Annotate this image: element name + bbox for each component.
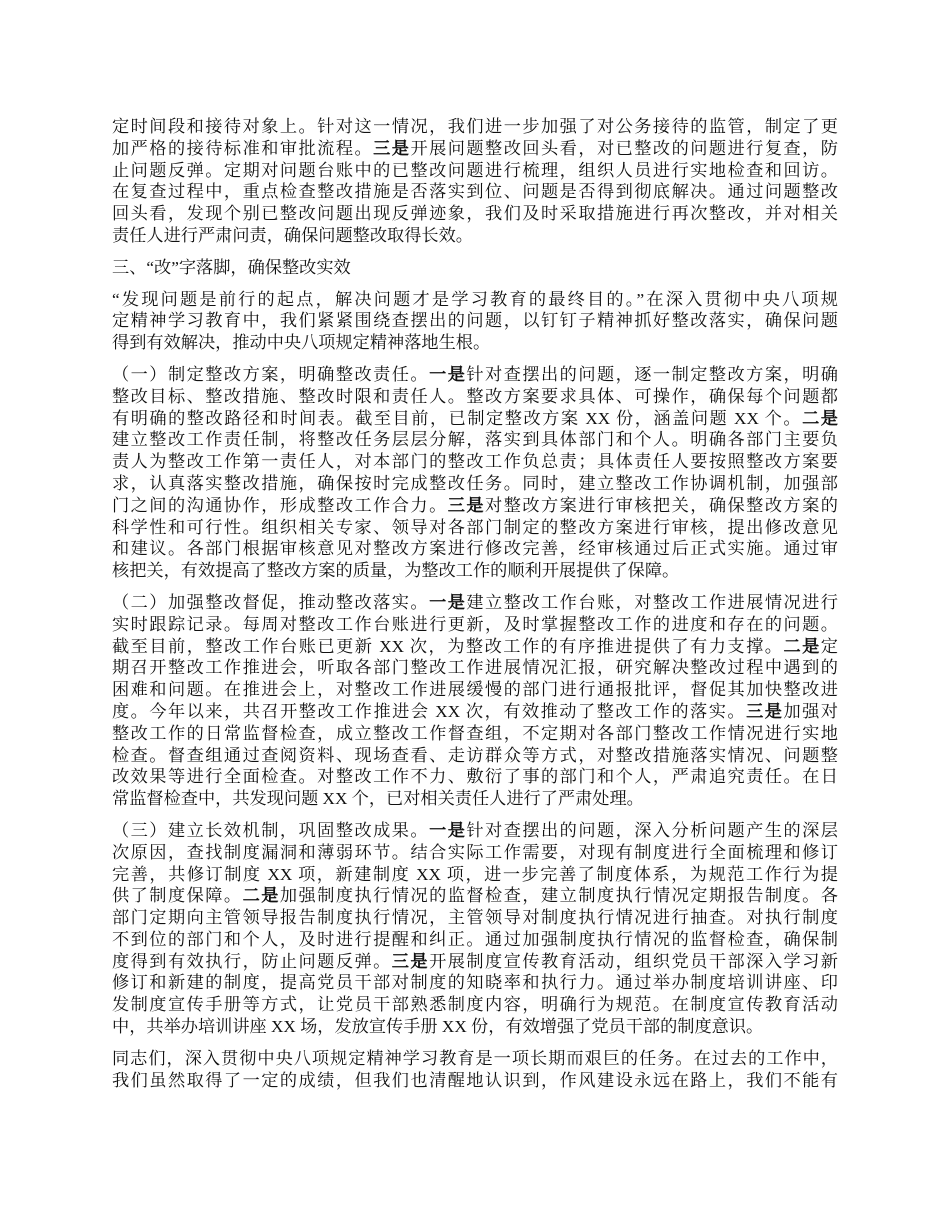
text-line: [112, 766, 838, 788]
text-segment: 常监督检查中，共发现问题 XX 个，已对相关责任人进行了严肃处理。: [112, 789, 644, 809]
text-segment: 改效果等进行全面检查。对整改工作不力、敷衍了事的部门和个人，严肃追究责任。在日: [112, 767, 838, 787]
bold-label: 二是: [242, 886, 280, 906]
section-heading: [112, 257, 838, 279]
text-segment: 次原因，查找制度漏洞和薄弱环节。结合实际工作需要，对现有制度进行全面梳理和修订: [112, 842, 838, 862]
bold-label: 一是: [429, 364, 467, 384]
text-segment: 供了制度保障。: [112, 886, 243, 906]
text-segment: 科学性和可行性。组织相关专家、领导对各部门制定的整改方案进行审核，提出修改意见: [112, 517, 838, 537]
text-line: [112, 429, 838, 451]
text-segment: 在复查过程中，重点检查整改措施是否落实到位、问题是否得到彻底解决。通过问题整改: [112, 182, 838, 202]
text-line: [112, 495, 838, 517]
text-line: [112, 1016, 838, 1038]
text-segment: 加强对: [783, 701, 838, 721]
text-line: [112, 1048, 838, 1070]
text-line: [112, 723, 838, 745]
text-line: [112, 160, 838, 182]
text-line: [112, 745, 838, 767]
text-line: [112, 864, 838, 886]
text-segment: 对整改方案进行审核把关，确保整改方案的: [485, 495, 838, 515]
text-segment: 门之间的沟通协作，形成整改工作合力。: [112, 495, 448, 515]
text-line: [112, 181, 838, 203]
text-line: [112, 517, 838, 539]
text-line: [112, 1070, 838, 1092]
text-line: [112, 203, 838, 225]
text-segment: 针对查摆出的问题，逐一制定整改方案，明确: [466, 364, 838, 384]
text-line: [112, 332, 838, 354]
text-segment: 完善，共修订制度 XX 项，新建制度 XX 项，进一步完善了制度体系，为规范工作行为提: [112, 864, 838, 884]
text-line: [112, 225, 838, 247]
text-segment: 加强制度执行情况的监督检查，建立制度执行情况定期报告制度。各: [279, 886, 838, 906]
text-line: [112, 364, 838, 386]
text-line: [112, 560, 838, 582]
text-line: [112, 257, 838, 279]
text-segment: 度。今年以来，共召开整改工作推进会 XX 次，有效推动了整改工作的落实。: [112, 701, 747, 721]
text-segment: 整改目标、整改措施、整改时限和责任人。整改方案要求具体、可操作，确保每个问题都: [112, 386, 838, 406]
text-segment: 加严格的接待标准和审批流程。: [112, 138, 374, 158]
text-segment: 修订和新建的制度，提高党员干部对制度的知晓率和执行力。通过举办制度培训讲座、印: [112, 973, 838, 993]
paragraph: [112, 116, 838, 247]
text-line: [112, 592, 838, 614]
text-line: [112, 929, 838, 951]
text-segment: 度得到有效执行，防止问题反弹。: [112, 951, 392, 971]
text-line: [112, 386, 838, 408]
bold-label: 三是: [746, 701, 784, 721]
bold-label: 三是: [447, 495, 486, 515]
text-segment: 止问题反弹。定期对问题台账中的已整改问题进行梳理，组织人员进行实地检查和回访。: [112, 160, 838, 180]
text-line: [112, 842, 838, 864]
text-segment: （一）制定整改方案，明确整改责任。: [112, 364, 430, 384]
bold-label: 三是: [373, 138, 411, 158]
text-line: [112, 289, 838, 311]
text-segment: 定: [820, 636, 838, 656]
text-line: [112, 907, 838, 929]
text-segment: 责任人进行严肃问责，确保问题整改取得长效。: [112, 225, 473, 245]
text-segment: 部门定期向主管领导报告制度执行情况，主管领导对制度执行情况进行抽查。对执行制度: [112, 908, 838, 928]
text-segment: 得到有效解决，推动中央八项规定精神落地生根。: [112, 333, 491, 353]
text-line: [112, 885, 838, 907]
text-line: [112, 701, 838, 723]
text-segment: 定时间段和接待对象上。针对这一情况，我们进一步加强了对公务接待的监管，制定了更: [112, 117, 838, 136]
text-segment: 建立整改工作责任制，将整改任务层层分解，落实到具体部门和个人。明确各部门主要负: [112, 430, 838, 450]
text-line: [112, 951, 838, 973]
text-segment: 开展制度宣传教育活动，组织党员干部深入学习新: [429, 951, 838, 971]
text-line: [112, 408, 838, 430]
document-page: [112, 116, 838, 1101]
text-segment: 困难和问题。在推进会上，对整改工作进展缓慢的部门进行通报批评，督促其加快整改进: [112, 680, 838, 700]
text-line: [112, 310, 838, 332]
text-segment: 截至目前，整改工作台账已更新 XX 次，为整改工作的有序推进提供了有力支撑。: [112, 636, 784, 656]
text-segment: 求，认真落实整改措施，确保按时完成整改任务。同时，建立整改工作协调机制，加强部: [112, 473, 838, 493]
text-segment: 有明确的整改路径和时间表。截至目前，已制定整改方案 XX 份，涵盖问题 XX 个。: [112, 408, 803, 428]
text-line: [112, 972, 838, 994]
text-line: [112, 657, 838, 679]
text-line: [112, 451, 838, 473]
text-segment: 核把关，有效提高了整改方案的质量，为整改工作的顺利开展提供了保障。: [112, 561, 680, 581]
text-segment: 责人为整改工作第一责任人，对本部门的整改工作负总责；具体责任人要按照整改方案要: [112, 452, 838, 472]
text-line: [112, 538, 838, 560]
bold-label: 一是: [429, 592, 467, 612]
bold-label: 二是: [802, 408, 838, 428]
bold-label: 二是: [783, 636, 821, 656]
text-segment: （三）建立长效机制，巩固整改成果。: [112, 820, 430, 840]
text-line: [112, 614, 838, 636]
text-segment: 定精神学习教育中，我们紧紧围绕查摆出的问题，以钉钉子精神抓好整改落实，确保问题: [112, 311, 838, 331]
paragraph: [112, 592, 838, 810]
text-segment: 同志们，深入贯彻中央八项规定精神学习教育是一项长期而艰巨的任务。在过去的工作中，: [112, 1048, 838, 1068]
paragraph: [112, 364, 838, 582]
bold-label: 三是: [391, 951, 430, 971]
text-segment: 回头看，发现个别已整改问题出现反弹迹象，我们及时采取措施进行再次整改，并对相关: [112, 204, 838, 224]
text-segment: 针对查摆出的问题，深入分析问题产生的深层: [466, 820, 838, 840]
bold-label: 一是: [429, 820, 467, 840]
text-line: [112, 788, 838, 810]
text-segment: 检查。督查组通过查阅资料、现场查看、走访群众等方式，对整改措施落实情况、问题整: [112, 745, 838, 765]
text-segment: 开展问题整改回头看，对已整改的问题进行复查，防: [410, 138, 838, 158]
paragraph: [112, 289, 838, 354]
text-segment: 和建议。各部门根据审核意见对整改方案进行修改完善，经审核通过后正式实施。通过审: [112, 539, 838, 559]
text-segment: 我们虽然取得了一定的成绩，但我们也清醒地认识到，作风建设永远在路上，我们不能有: [112, 1070, 838, 1090]
text-line: [112, 679, 838, 701]
text-segment: 中，共举办培训讲座 XX 场，发放宣传手册 XX 份，有效增强了党员干部的制度意识。: [112, 1017, 764, 1037]
paragraph: [112, 1048, 838, 1092]
paragraph: [112, 820, 838, 1038]
text-line: [112, 820, 838, 842]
text-segment: 建立整改工作台账，对整改工作进展情况进行: [466, 592, 838, 612]
text-segment: 实时跟踪记录。每周对整改工作台账进行更新，及时掌握整改工作的进度和存在的问题。: [112, 614, 838, 634]
text-line: [112, 473, 838, 495]
text-segment: 发制度宣传手册等方式，让党员干部熟悉制度内容，明确行为规范。在制度宣传教育活动: [112, 995, 838, 1015]
text-segment: 整改工作的日常监督检查，成立整改工作督查组，不定期对各部门整改工作情况进行实地: [112, 723, 838, 743]
text-line: [112, 994, 838, 1016]
text-line: [112, 636, 838, 658]
text-segment: 不到位的部门和个人，及时进行提醒和纠正。通过加强制度执行情况的监督检查，确保制: [112, 929, 838, 949]
text-line: [112, 138, 838, 160]
text-segment: “发现问题是前行的起点，解决问题才是学习教育的最终目的。”在深入贯彻中央八项规: [112, 289, 838, 309]
text-line: [112, 116, 838, 138]
text-segment: （二）加强整改督促，推动整改落实。: [112, 592, 430, 612]
text-segment: 期召开整改工作推进会，听取各部门整改工作进展情况汇报，研究解决整改过程中遇到的: [112, 658, 838, 678]
text-segment: 三、“改”字落脚，确保整改实效: [112, 257, 351, 277]
